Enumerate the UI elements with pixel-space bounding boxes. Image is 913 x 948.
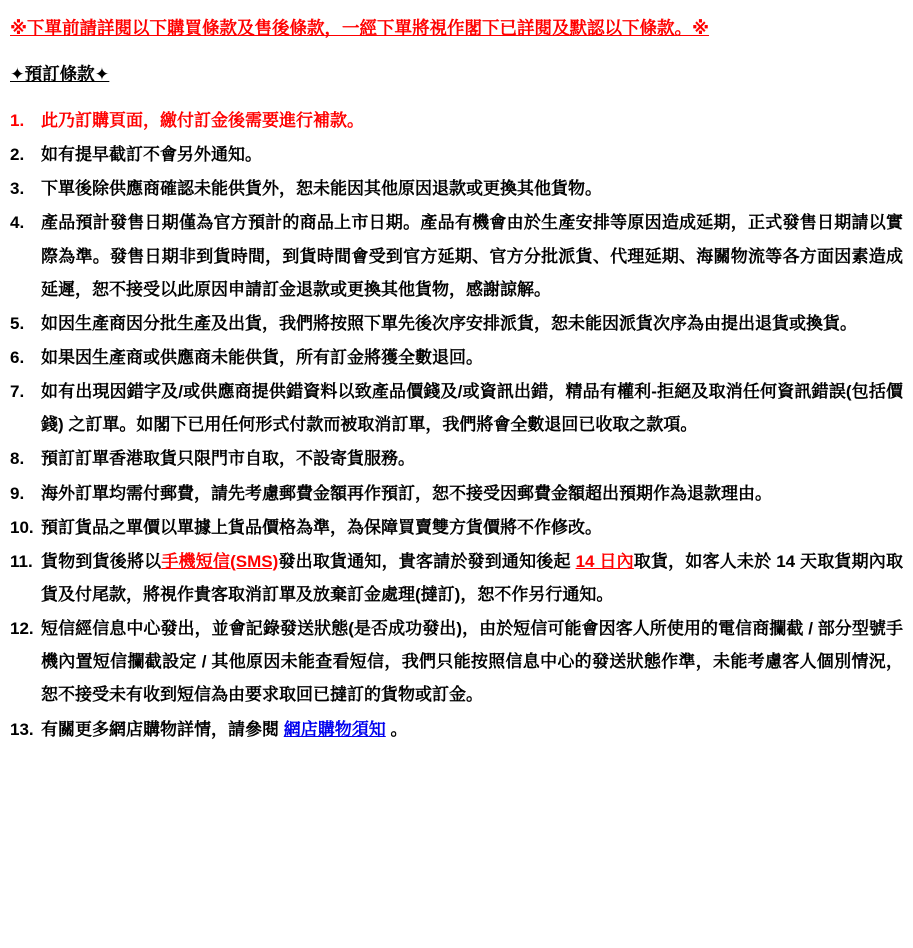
term-item-10 xyxy=(10,511,903,544)
term-text xyxy=(41,341,903,374)
term-segment: 如因生產商因分批生產及出貨，我們將按照下單先後次序安排派貨，恕未能因派貨次序為由提出退貨或換貨。 xyxy=(41,313,857,333)
term-text xyxy=(41,713,903,746)
term-segment: 發出取貨通知，貴客請於發到通知後起 xyxy=(278,551,576,571)
term-item-4 xyxy=(10,206,903,305)
terms-list xyxy=(10,104,903,746)
term-segment: 下單後除供應商確認未能供貨外，恕未能因其他原因退款或更換其他貨物。 xyxy=(41,179,602,199)
term-segment: 預訂訂單香港取貨只限門市自取，不設寄貨服務。 xyxy=(41,449,415,469)
term-segment: 海外訂單均需付郵費，請先考慮郵費金額再作預訂，恕不接受因郵費金額超出預期作為退款理由。 xyxy=(41,483,772,503)
term-number: 3. xyxy=(10,179,25,199)
term-segment: 如果因生產商或供應商未能供貨，所有訂金將獲全數退回。 xyxy=(41,347,483,367)
term-item-2 xyxy=(10,138,903,171)
term-segment: 手機短信(SMS) xyxy=(161,551,279,571)
term-text xyxy=(41,511,903,544)
term-text xyxy=(41,307,903,340)
term-item-6 xyxy=(10,341,903,374)
term-text xyxy=(41,104,903,137)
term-item-13 xyxy=(10,713,903,746)
term-number: 2. xyxy=(10,145,25,165)
term-item-8 xyxy=(10,442,903,475)
term-item-11 xyxy=(10,545,903,611)
term-text xyxy=(41,545,903,611)
term-segment: 產品預計發售日期僅為官方預計的商品上市日期。產品有機會由於生產安排等原因造成延期，正式發售日期請以實際為準。發售日期非到貨時間，到貨時間會受到官方延期、官方分批派貨、代理延期、海關物流等各方面因素造成延遲，恕不接受以此原因申請訂金退款或更換其他貨物，感謝諒解。 xyxy=(41,213,903,299)
term-item-7 xyxy=(10,375,903,441)
term-number: 4. xyxy=(10,213,25,233)
term-text xyxy=(41,612,903,711)
document-title: ※下單前請詳閱以下購買條款及售後條款，一經下單將視作閣下已詳閱及默認以下條款。※ xyxy=(10,18,710,38)
term-text xyxy=(41,206,903,305)
term-segment: 如有出現因錯字及/或供應商提供錯資料以致產品價錢及/或資訊出錯，精品有權利-拒絕及取消任何資訊錯誤(包括價錢) 之訂單。如閣下已用任何形式付款而被取消訂單，我們將會全數退回已收取之款項。 xyxy=(41,382,903,435)
term-item-12 xyxy=(10,612,903,711)
term-item-1 xyxy=(10,104,903,137)
term-segment: 。 xyxy=(385,719,408,739)
term-segment: 貨物到貨後將以 xyxy=(41,551,162,571)
term-number: 11. xyxy=(10,551,33,571)
term-text xyxy=(41,375,903,441)
term-item-9 xyxy=(10,477,903,510)
term-text xyxy=(41,477,903,510)
term-segment: 預訂貨品之單價以單據上貨品價格為準，為保障買賣雙方貨價將不作修改。 xyxy=(41,517,602,537)
term-text xyxy=(41,172,903,205)
term-number: 9. xyxy=(10,483,25,503)
term-number: 13. xyxy=(10,719,34,739)
shop-guide-link[interactable]: 網店購物須知 xyxy=(283,719,386,739)
term-text xyxy=(41,442,903,475)
term-segment: 取貨，如客人未於 14 天取貨期內取貨及付尾款，將視作貴客取消訂單及放棄訂金處理(撻訂)，恕不作另行通知。 xyxy=(41,551,903,604)
term-number: 7. xyxy=(10,382,25,402)
term-segment: 短信經信息中心發出，並會記錄發送狀態(是否成功發出)，由於短信可能會因客人所使用的電信商攔截 / 部分型號手機內置短信攔截設定 / 其他原因未能查看短信，我們只能按照信息中心的發送狀態作準，未能考慮客人個別情況，恕不接受未有收到短信為由要求取回已撻訂的貨物或訂金。 xyxy=(41,619,903,705)
term-number: 12. xyxy=(10,619,34,639)
term-segment: 有關更多網店購物詳情，請參閱 xyxy=(41,719,284,739)
term-segment: 如有提早截訂不會另外通知。 xyxy=(41,145,262,165)
term-number: 6. xyxy=(10,347,25,367)
term-segment: 14 日內 xyxy=(575,551,634,571)
section-heading-preorder-terms: ✦預訂條款✦ xyxy=(10,64,110,84)
term-item-3 xyxy=(10,172,903,205)
term-number: 10. xyxy=(10,517,34,537)
term-number: 1. xyxy=(10,111,25,130)
term-item-5 xyxy=(10,307,903,340)
terms-document xyxy=(10,14,903,746)
term-text xyxy=(41,138,903,171)
term-number: 8. xyxy=(10,449,25,469)
term-number: 5. xyxy=(10,313,25,333)
term-segment: 此乃訂購頁面，繳付訂金後需要進行補款。 xyxy=(41,111,364,130)
